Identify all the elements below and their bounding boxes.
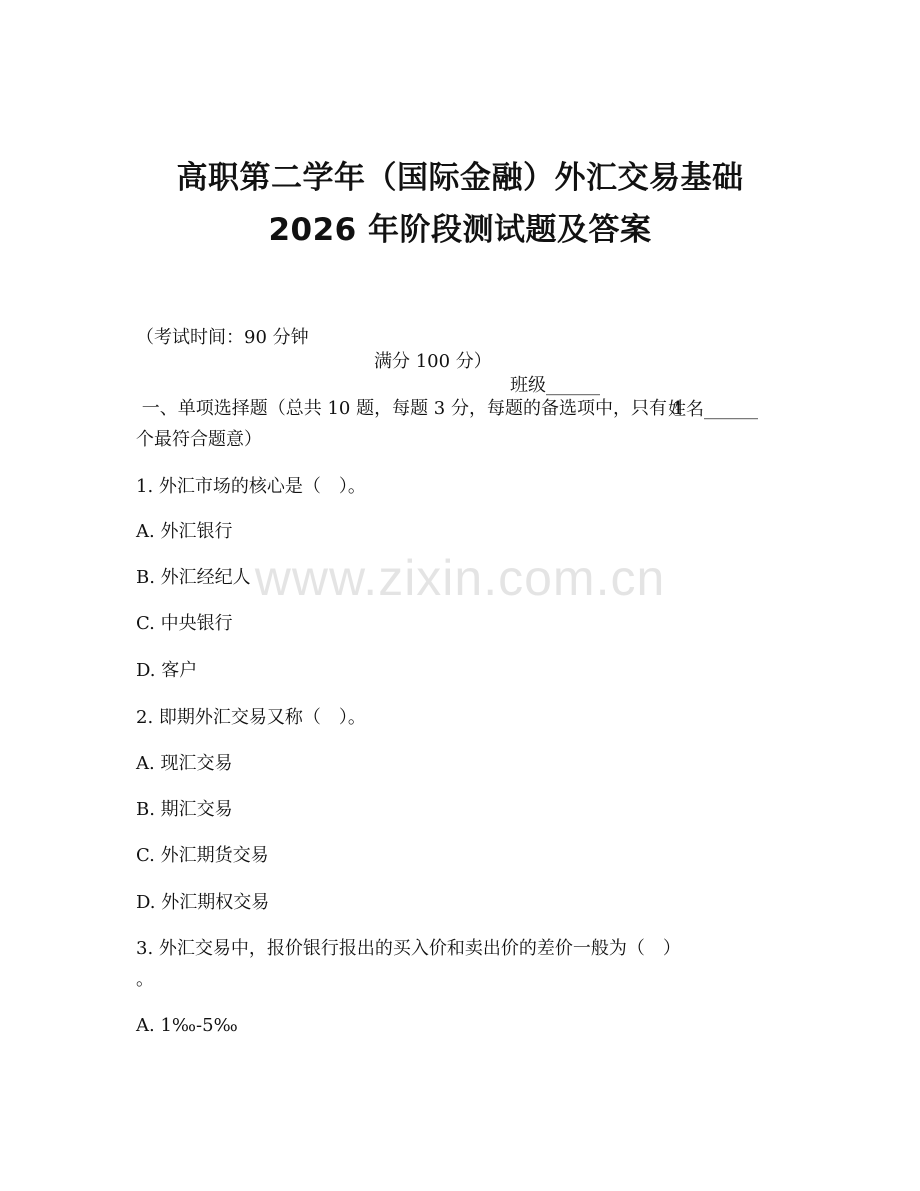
full-score: 满分 100 分） [374,351,492,372]
question-2-option-d: D. 外汇期权交易 [136,892,270,913]
question-2-option-c: C. 外汇期货交易 [136,845,269,866]
exam-info-line [136,302,796,446]
question-1-option-c: C. 中央银行 [136,613,233,634]
question-3-option-a: A. 1‰-5‰ [136,1015,238,1036]
question-2-option-a: A. 现汇交易 [136,753,233,774]
question-3-stem-line1: 3. 外汇交易中，报价银行报出的买入价和卖出价的差价一般为（ ） [136,938,681,959]
watermark: www.zixin.com.cn [254,550,666,606]
question-1-stem: 1. 外汇市场的核心是（ ）。 [136,476,366,497]
question-1-option-b: B. 外汇经纪人 [136,567,251,588]
name-field: 姓名______ [668,399,758,420]
section-heading-line2: 个最符合题意） [136,429,262,450]
exam-time: （考试时间：90 分钟 [136,327,309,348]
document-title-line2: 2026 年阶段测试题及答案 [268,212,652,248]
question-2-stem: 2. 即期外汇交易又称（ ）。 [136,707,366,728]
section-heading-line1: 一、单项选择题（总共 10 题，每题 3 分，每题的备选项中，只有 1 [136,398,685,419]
question-1-option-a: A. 外汇银行 [136,521,233,542]
question-2-option-b: B. 期汇交易 [136,799,233,820]
document-title-line1: 高职第二学年（国际金融）外汇交易基础 [176,160,744,196]
question-3-stem-line2: 。 [136,969,154,990]
question-1-option-d: D. 客户 [136,660,198,681]
class-field: 班级______ [510,375,600,396]
